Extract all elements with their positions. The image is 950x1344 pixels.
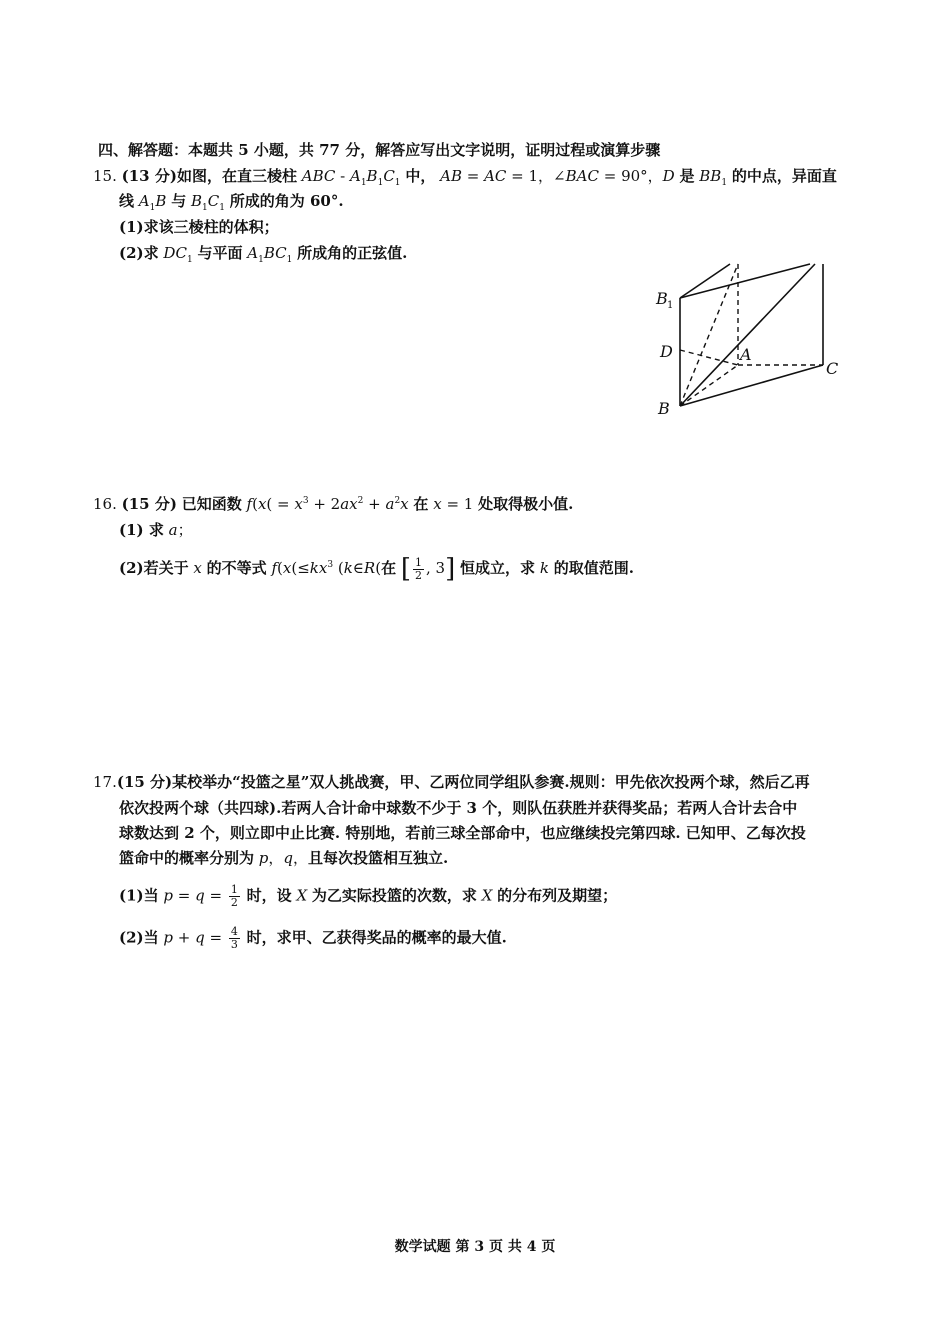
- q15-line1: 15. (13 分)如图，在直三棱柱 ABC - $A_1B_1C_1$ 中， AB = AC = 1，∠BAC = 90°，D 是 $BB_1$ 的中点，异面直: [93, 167, 837, 188]
- q17-line4: 篮命中的概率分别为 p，q，且每次投篮相互独立.: [119, 849, 449, 867]
- q16-line1: 16. (15 分) 已知函数 $f(x( = x^3 + 2ax^2 + a^2x$ 在 x = 1 处取得极小值.: [93, 495, 574, 513]
- q15-score: (13 分): [121, 167, 177, 185]
- q15-part1: (1)求该三棱柱的体积；: [119, 218, 279, 236]
- prism-figure: [650, 262, 850, 422]
- q16-number: 16.: [93, 495, 117, 513]
- q15-part2: (2)求 $DC_1$ 与平面 $A_1BC_1$ 所成角的正弦值.: [119, 244, 408, 265]
- label-b1-sub: 1: [667, 300, 674, 311]
- q17-part2: (2)当 p + q = $\frac{4}{3}$ 时，求甲、乙获得奖品的概率的最大值.: [119, 925, 507, 951]
- q15-line2: 线 $A_1B$ 与 $B_1C_1$ 所成的角为 60°.: [119, 192, 344, 213]
- q17-line1: 17.(15 分)某校举办“投篮之星”双人挑战赛，甲、乙两位同学组队参赛.规则：甲先依次投两个球，然后乙再: [93, 773, 810, 791]
- q16-score: (15 分): [121, 495, 177, 513]
- label-b: B: [658, 399, 670, 418]
- label-b1: B: [656, 289, 668, 308]
- label-c: C: [826, 359, 839, 378]
- q17-part1: (1)当 p = q = $\frac{1}{2}$ 时，设 X 为乙实际投篮的次数，求 X 的分布列及期望；: [119, 883, 618, 909]
- label-a: A: [740, 345, 752, 364]
- page-footer: 数学试题 第 3 页 共 4 页: [394, 1239, 556, 1255]
- q16-part2: (2)若关于 x 的不等式 $f(x(\le kx^3$ (k∈R(在 [ $\frac{1}{2}$ , 3] 恒成立，求 k 的取值范围.: [119, 554, 634, 584]
- q17-score: (15 分): [116, 773, 173, 791]
- q17-number: 17.: [93, 773, 117, 791]
- q17-line2: 依次投两个球（共四球).若两人合计命中球数不少于 3 个，则队伍获胜并获得奖品；若两人合计去合中: [119, 799, 798, 817]
- section-heading: 四、解答题：本题共 5 小题，共 77 分，解答应写出文字说明，证明过程或演算步骤: [98, 141, 661, 159]
- q16-part1: (1) 求 a；: [119, 521, 193, 539]
- label-d: D: [660, 342, 673, 361]
- q17-line3: 球数达到 2 个，则立即中止比赛. 特别地，若前三球全部命中，也应继续投完第四球. 已知甲、乙每次投: [119, 824, 806, 842]
- q15-number: 15.: [93, 167, 117, 185]
